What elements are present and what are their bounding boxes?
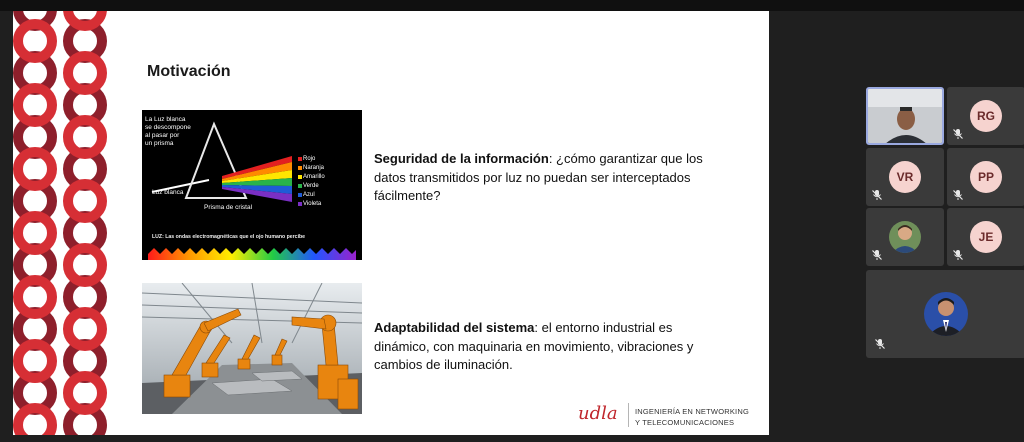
avatar-photo: [889, 221, 921, 253]
prism-label: Prisma de cristal: [204, 204, 253, 211]
mic-off-icon: [874, 338, 886, 350]
prism-image: [142, 110, 362, 260]
avatar-initials: VR: [889, 161, 921, 193]
point-body: : ¿cómo garantizar que los datos transmitidos por luz no puedan ser interceptados fácilmente?: [374, 151, 703, 203]
logo-mark: udla: [578, 403, 618, 424]
spectrum-label: Verde: [303, 183, 319, 189]
logo-line: Y TELECOMUNICACIONES: [635, 418, 735, 427]
slide-title: Motivación: [147, 63, 231, 80]
point-heading: Adaptabilidad del sistema: [374, 320, 535, 335]
logo-line: INGENIERÍA EN NETWORKING: [635, 407, 749, 416]
participant-tile-photo[interactable]: [866, 270, 1024, 358]
participant-tile[interactable]: [947, 208, 1024, 266]
avatar-initials: JE: [970, 221, 1002, 253]
prism-bottom-caption: LUZ: Las ondas electromagnéticas que el ojo humano percibe: [152, 234, 306, 240]
logo-divider: [628, 403, 629, 427]
participant-tile[interactable]: [947, 87, 1024, 145]
point-heading: Seguridad de la información: [374, 151, 549, 166]
point-body: : el entorno industrial es dinámico, con maquinaria en movimiento, vibraciones y cambios de iluminación.: [374, 320, 694, 372]
university-logo: [578, 401, 768, 431]
motivation-point-adaptability: [374, 319, 724, 375]
shared-slide: [13, 11, 769, 435]
prism-caption-line: se descompone: [145, 124, 191, 131]
avatar-initials: RG: [970, 100, 1002, 132]
mic-off-icon: [952, 128, 964, 140]
industrial-robots-image: [142, 283, 362, 414]
participant-tile[interactable]: [866, 148, 944, 206]
prism-caption-line: al pasar por: [145, 132, 180, 139]
prism-caption-line: un prisma: [145, 140, 174, 147]
avatar-photo: [924, 292, 968, 336]
motivation-point-security: [374, 150, 724, 206]
mic-off-icon: [952, 249, 964, 261]
spectrum-label: Violeta: [303, 201, 322, 207]
window-top-bar: [0, 0, 1024, 11]
decorative-pattern: [13, 11, 109, 435]
avatar-initials: PP: [970, 161, 1002, 193]
mic-off-icon: [871, 189, 883, 201]
participant-tile[interactable]: [947, 148, 1024, 206]
spectrum-label: Rojo: [303, 156, 316, 162]
prism-caption-line: La Luz blanca: [145, 116, 186, 123]
mic-off-icon: [871, 249, 883, 261]
spectrum-label: Azul: [303, 192, 315, 198]
spectrum-label: Naranja: [303, 165, 325, 171]
mic-off-icon: [952, 189, 964, 201]
participant-tile-video[interactable]: [866, 87, 944, 145]
white-light-label: Luz blanca: [152, 189, 184, 196]
spectrum-label: Amarillo: [303, 174, 325, 180]
participant-tile-photo[interactable]: [866, 208, 944, 266]
